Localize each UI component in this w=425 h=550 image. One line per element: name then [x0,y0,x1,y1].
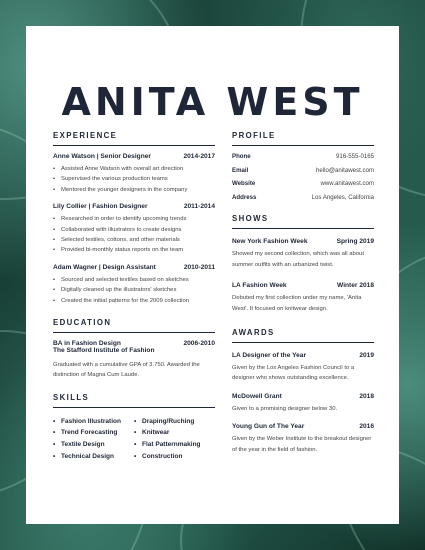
award-entry [232,423,374,455]
candidate-name: ANITA WEST [61,80,364,124]
profile-heading: PROFILE [232,131,374,146]
experience-heading: EXPERIENCE [53,131,215,146]
profile-label: Phone [232,153,251,160]
show-description: Showed my second collection, which was all about summer outfits with an urbanized twist. [232,251,364,268]
skill-item: • Knitwear [134,427,215,439]
job-years: 2011-2014 [183,203,215,211]
education-years: 2006-2010 [183,340,215,348]
show-header [232,282,374,289]
job-years: 2010-2011 [183,263,215,271]
job-bullet: • Assisted Anne Watson with overall art direction [53,164,215,174]
award-name: Young Gun of The Year [232,423,305,431]
email-value[interactable]: hello@anitawest.com [315,166,374,174]
show-name: New York Fashion Week [232,238,308,246]
skills-list [53,416,215,462]
skill-item: • Fashion Illustration [53,416,134,428]
job-bullet: • Collaborated with illustrators to create designs [53,225,215,235]
award-entry [232,393,374,414]
skill-item: • Technical Design [53,451,134,463]
show-name: LA Fashion Week [232,282,287,290]
job-bullet: • Sourced and selected textiles based on sketches [53,275,215,285]
shows-heading: SHOWS [232,214,374,229]
profile-label: Email [232,166,249,174]
award-header [232,393,374,400]
show-header [232,238,374,245]
website-value[interactable]: www.anitawest.com [320,180,374,188]
award-description: Given by the Los Angeles Fashion Council to a designer who shows outstanding excellence. [232,365,355,382]
job-bullet: • Selected textiles, cottons, and other materials [53,235,215,245]
phone-value: 916-555-0165 [336,153,374,160]
skills-heading: SKILLS [53,393,215,408]
skill-item: • Flat Patternmaking [134,439,215,451]
resume-sheet [26,26,399,524]
profile-row-email [232,164,374,178]
job-bullet: • Created the initial patterns for the 2009 collection [53,296,215,306]
education-description: Graduated with a cumulative GPA of 3.750. Awarded the distinction of Magna Cum Laude. [53,362,200,379]
show-description: Debuted my first collection under my name, 'Anita West'. It focused on knitwear design. [232,295,362,312]
job-bullet: • Supervised the various production teams [53,174,215,184]
job-bullets [53,214,215,256]
show-year: Spring 2019 [336,238,374,246]
profile-details [232,150,374,204]
award-name: McDowell Grant [232,392,282,400]
education-entry [53,340,215,381]
award-year: 2019 [359,352,374,359]
job-header [53,203,215,210]
school-row [53,347,215,354]
right-column [232,131,374,455]
job-title: Adam Wagner | Design Assistant [53,263,156,271]
school-name: The Stafford Institute of Fashion [53,347,155,355]
job-entry [53,264,215,306]
skill-item: • Textile Design [53,439,134,451]
award-description: Given to a promising designer below 30. [232,405,338,412]
address-value: Los Angeles, California [311,193,374,201]
profile-label: Website [232,180,256,188]
award-name: LA Designer of the Year [232,352,307,359]
show-entry [232,238,374,270]
job-bullet: • Mentored the younger designers in the company [53,185,215,195]
profile-row-website [232,177,374,191]
job-years: 2014-2017 [183,153,215,160]
show-year: Winter 2018 [337,282,374,290]
left-column [53,131,215,462]
job-entry [53,203,215,256]
show-entry [232,282,374,314]
skills-column-right [134,416,215,462]
awards-heading: AWARDS [232,328,374,343]
job-entry [53,153,215,195]
job-bullet: • Digitally cleaned up the illustrators' sketches [53,285,215,295]
skill-item: • Draping/Ruching [134,416,215,428]
award-year: 2018 [359,392,374,400]
award-header [232,423,374,430]
award-description: Given by the Weber Institute to the breakout designer of the year in the field of fashion. [232,436,372,453]
education-heading: EDUCATION [53,318,215,333]
job-bullet: • Researched in order to identify upcoming trends [53,214,215,224]
profile-row-address [232,191,374,205]
award-header [232,352,374,359]
job-bullet: • Provided bi-monthly status reports on the team [53,245,215,255]
profile-label: Address [232,193,257,201]
skill-item: • Trend Forecasting [53,427,134,439]
skills-column-left [53,416,134,462]
job-header [53,264,215,271]
job-bullets [53,164,215,195]
degree: BA in Fashion Design [53,340,121,348]
job-title: Lily Collier | Fashion Designer [53,203,148,211]
job-header [53,153,215,160]
skill-item: • Construction [134,451,215,463]
award-year: 2016 [359,423,374,431]
job-bullets [53,275,215,306]
profile-row-phone [232,150,374,164]
education-header [53,340,215,347]
award-entry [232,352,374,384]
job-title: Anne Watson | Senior Designer [53,153,151,160]
